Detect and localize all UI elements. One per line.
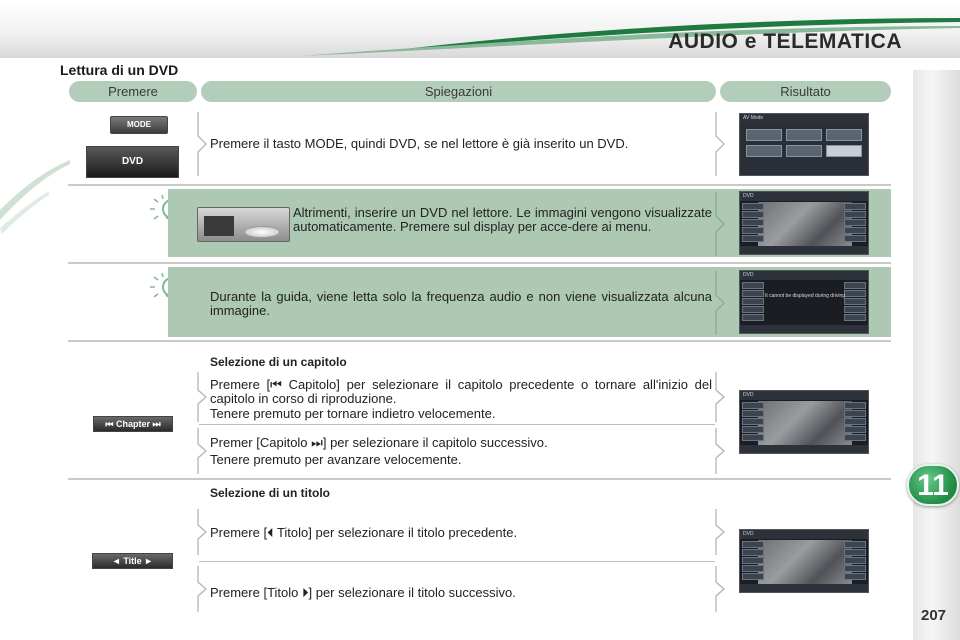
right-bracket — [714, 372, 728, 422]
chapter-badge: 11 — [907, 464, 959, 506]
row-divider — [68, 340, 891, 342]
dvd-screen-header: DVD — [740, 271, 868, 280]
right-bracket — [714, 112, 728, 176]
dvd-screen-header: DVD — [740, 391, 868, 400]
next-chapter-text: Premer [Capitolo ⏭] per selezionare il capitolo successivo. — [210, 435, 548, 450]
left-decoration — [0, 150, 70, 240]
sub-row-divider — [199, 561, 715, 562]
driving-audio-only-text: Durante la guida, viene letta solo la frequenza audio e non viene visualizzata alcuna immagine. — [210, 289, 712, 318]
left-bracket — [196, 509, 210, 555]
row-divider — [68, 262, 891, 264]
chapter-selection-title: Selezione di un capitolo — [210, 355, 347, 369]
dvd-playback-screen — [739, 191, 869, 255]
right-bracket — [714, 271, 728, 335]
no-image-message: It cannot be displayed during driving — [764, 293, 846, 299]
dvd-button-image: DVD — [86, 146, 179, 178]
left-bracket — [196, 112, 210, 176]
column-header-result: Risultato — [720, 81, 891, 102]
previous-title-text: Premere [⏴ Titolo] per selezionare il titolo precedente. — [210, 525, 518, 540]
mode-instruction-text: Premere il tasto MODE, quindi DVD, se nel lettore è già inserito un DVD. — [210, 136, 629, 151]
right-bracket — [714, 566, 728, 612]
next-title-text: Premere [Titolo ⏵] per selezionare il titolo successivo. — [210, 585, 516, 600]
next-chapter-hold-text: Tenere premuto per avanzare velocemente. — [210, 452, 462, 467]
dvd-chapter-screen — [739, 390, 869, 454]
section-title: Lettura di un DVD — [60, 62, 179, 78]
left-bracket — [196, 566, 210, 612]
header-bar — [0, 0, 960, 58]
left-bracket — [196, 372, 210, 422]
av-mode-screen — [739, 113, 869, 176]
insert-dvd-text: Altrimenti, inserire un DVD nel lettore. Le immagini vengono visualizzate automaticamente. Premere sul display per acce-dere ai menu. — [293, 205, 712, 234]
dvd-title-screen — [739, 529, 869, 593]
dvd-driving-screen — [739, 270, 869, 334]
row-divider — [68, 478, 891, 480]
right-bracket — [714, 192, 728, 256]
chapter-button-image: ⏮ Chapter ⏭ — [93, 416, 173, 432]
header-title: AUDIO e TELEMATICA — [668, 30, 902, 53]
column-header-explanation: Spiegazioni — [201, 81, 716, 102]
right-margin-strip — [913, 70, 960, 640]
row-divider — [68, 184, 891, 186]
previous-chapter-text: Premere [⏮ Capitolo] per selezionare il capitolo precedente o tornare all'inizio del capitolo in corso di riproduzione. — [210, 377, 712, 406]
dvd-player-image — [197, 207, 290, 242]
mode-button-image: MODE — [110, 116, 168, 134]
previous-chapter-hold-text: Tenere premuto per tornare indietro velocemente. — [210, 406, 496, 421]
sub-row-divider — [199, 424, 715, 425]
title-selection-title: Selezione di un titolo — [210, 486, 330, 500]
dvd-screen-header: DVD — [740, 192, 868, 201]
av-mode-screen-header: AV Mode — [740, 114, 868, 123]
left-bracket — [196, 428, 210, 474]
dvd-screen-header: DVD — [740, 530, 868, 539]
right-bracket — [714, 509, 728, 555]
column-header-press: Premere — [69, 81, 197, 102]
title-button-image: ◄ Title ► — [92, 553, 173, 569]
right-bracket — [714, 428, 728, 474]
page-number: 207 — [921, 607, 947, 624]
